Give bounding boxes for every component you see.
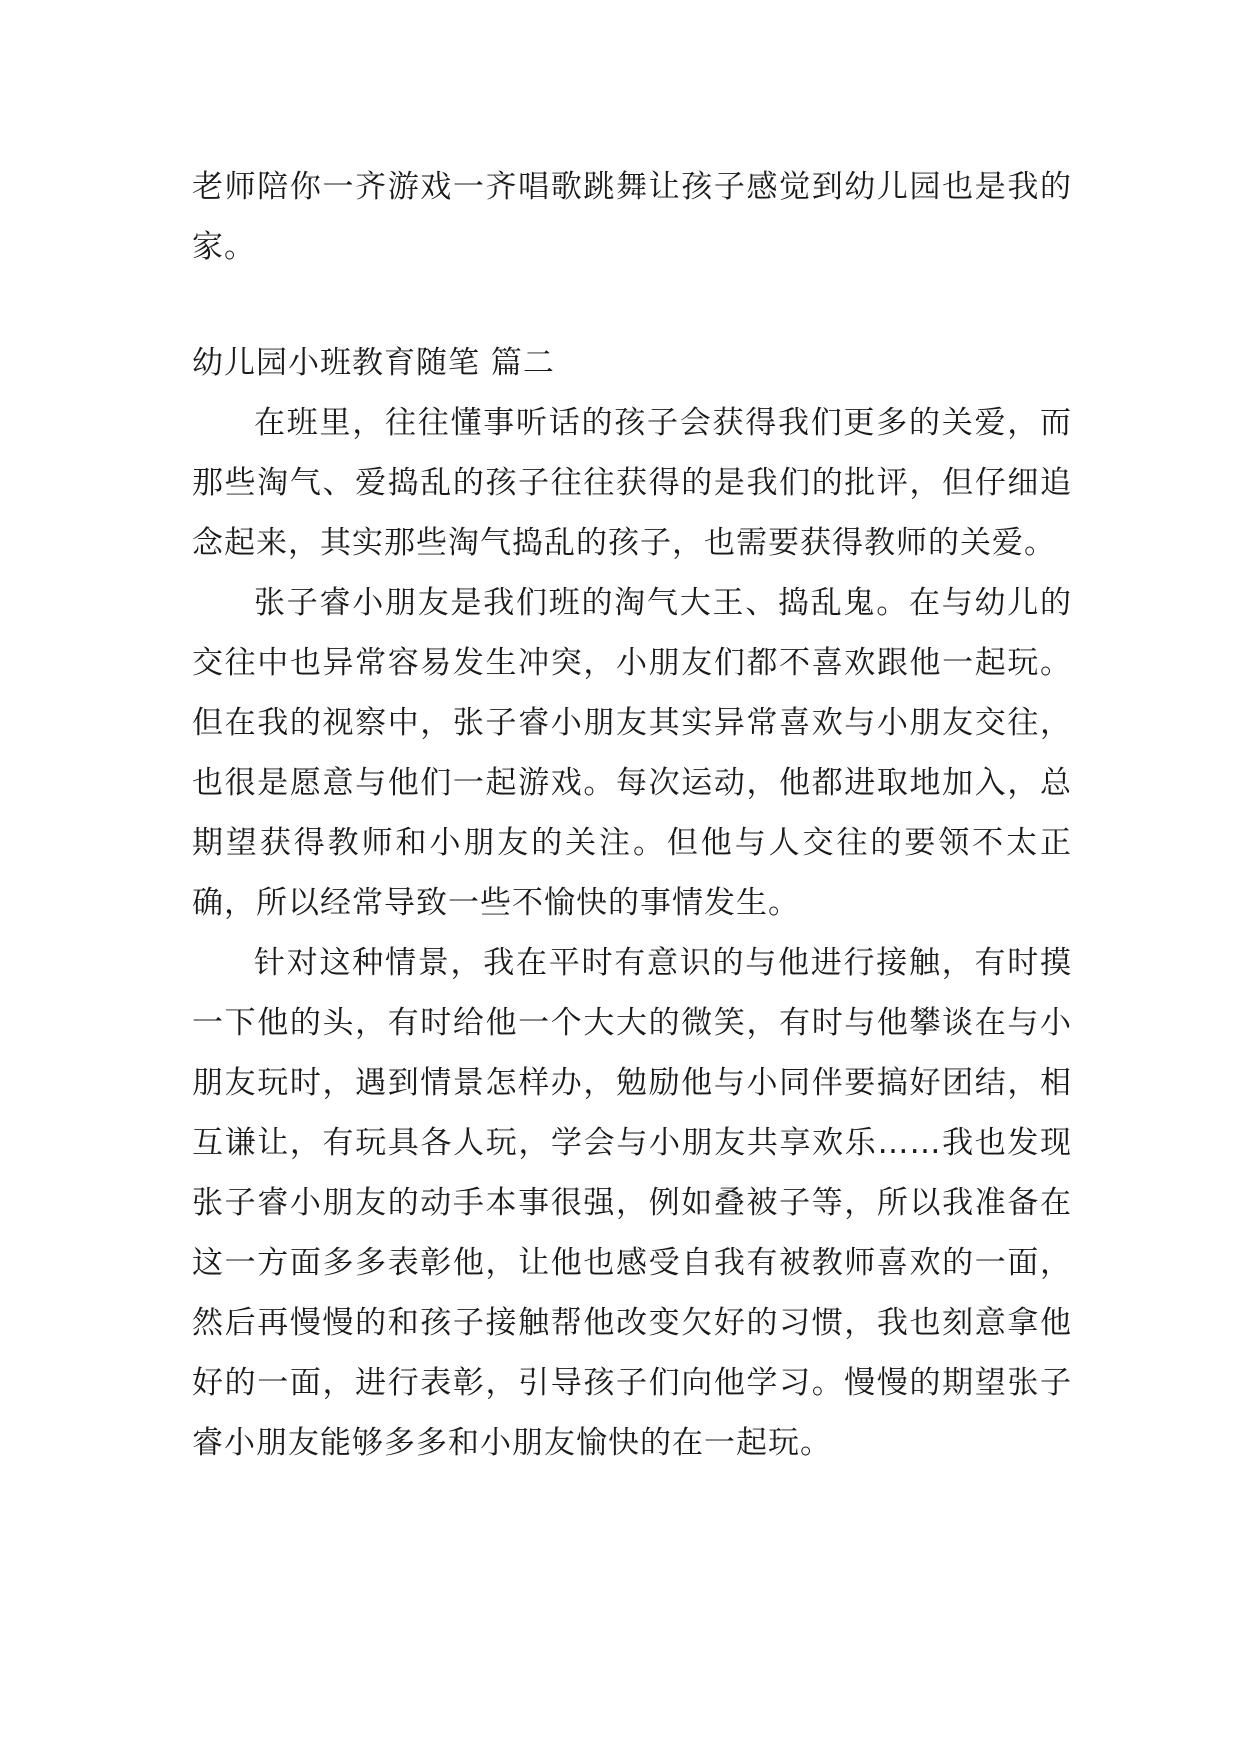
paragraph-2: 张子睿小朋友是我们班的淘气大王、捣乱鬼。在与幼儿的交往中也异常容易发生冲突，小朋友们都不喜欢跟他一起玩。但在我的视察中，张子睿小朋友其实异常喜欢与小朋友交往，也很是愿意与他们一起游戏。每次运动，他都进取地加入，总期望获得教师和小朋友的关注。但他与人交往的要领不太正确，所以经常导致一些不愉快的事情发生。 bbox=[192, 585, 1072, 921]
article-body bbox=[192, 393, 1072, 1473]
section-heading: 幼儿园小班教育随笔 篇二 bbox=[192, 345, 555, 381]
intro-paragraph: 老师陪你一齐游戏一齐唱歌跳舞让孩子感觉到幼儿园也是我的家。 bbox=[192, 169, 1072, 265]
paragraph-3: 针对这种情景，我在平时有意识的与他进行接触，有时摸一下他的头，有时给他一个大大的微笑，有时与他攀谈在与小朋友玩时，遇到情景怎样办，勉励他与小同伴要搞好团结，相互谦让，有玩具各人玩，学会与小朋友共享欢乐……我也发现张子睿小朋友的动手本事很强，例如叠被子等，所以我准备在这一方面多多表彰他，让他也感受自我有被教师喜欢的一面，然后再慢慢的和孩子接触帮他改变欠好的习惯，我也刻意拿他好的一面，进行表彰，引导孩子们向他学习。慢慢的期望张子睿小朋友能够多多和小朋友愉快的在一起玩。 bbox=[192, 945, 1072, 1461]
paragraph-1: 在班里，往往懂事听话的孩子会获得我们更多的关爱，而那些淘气、爱捣乱的孩子往往获得的是我们的批评，但仔细追念起来，其实那些淘气捣乱的孩子，也需要获得教师的关爱。 bbox=[192, 405, 1072, 561]
